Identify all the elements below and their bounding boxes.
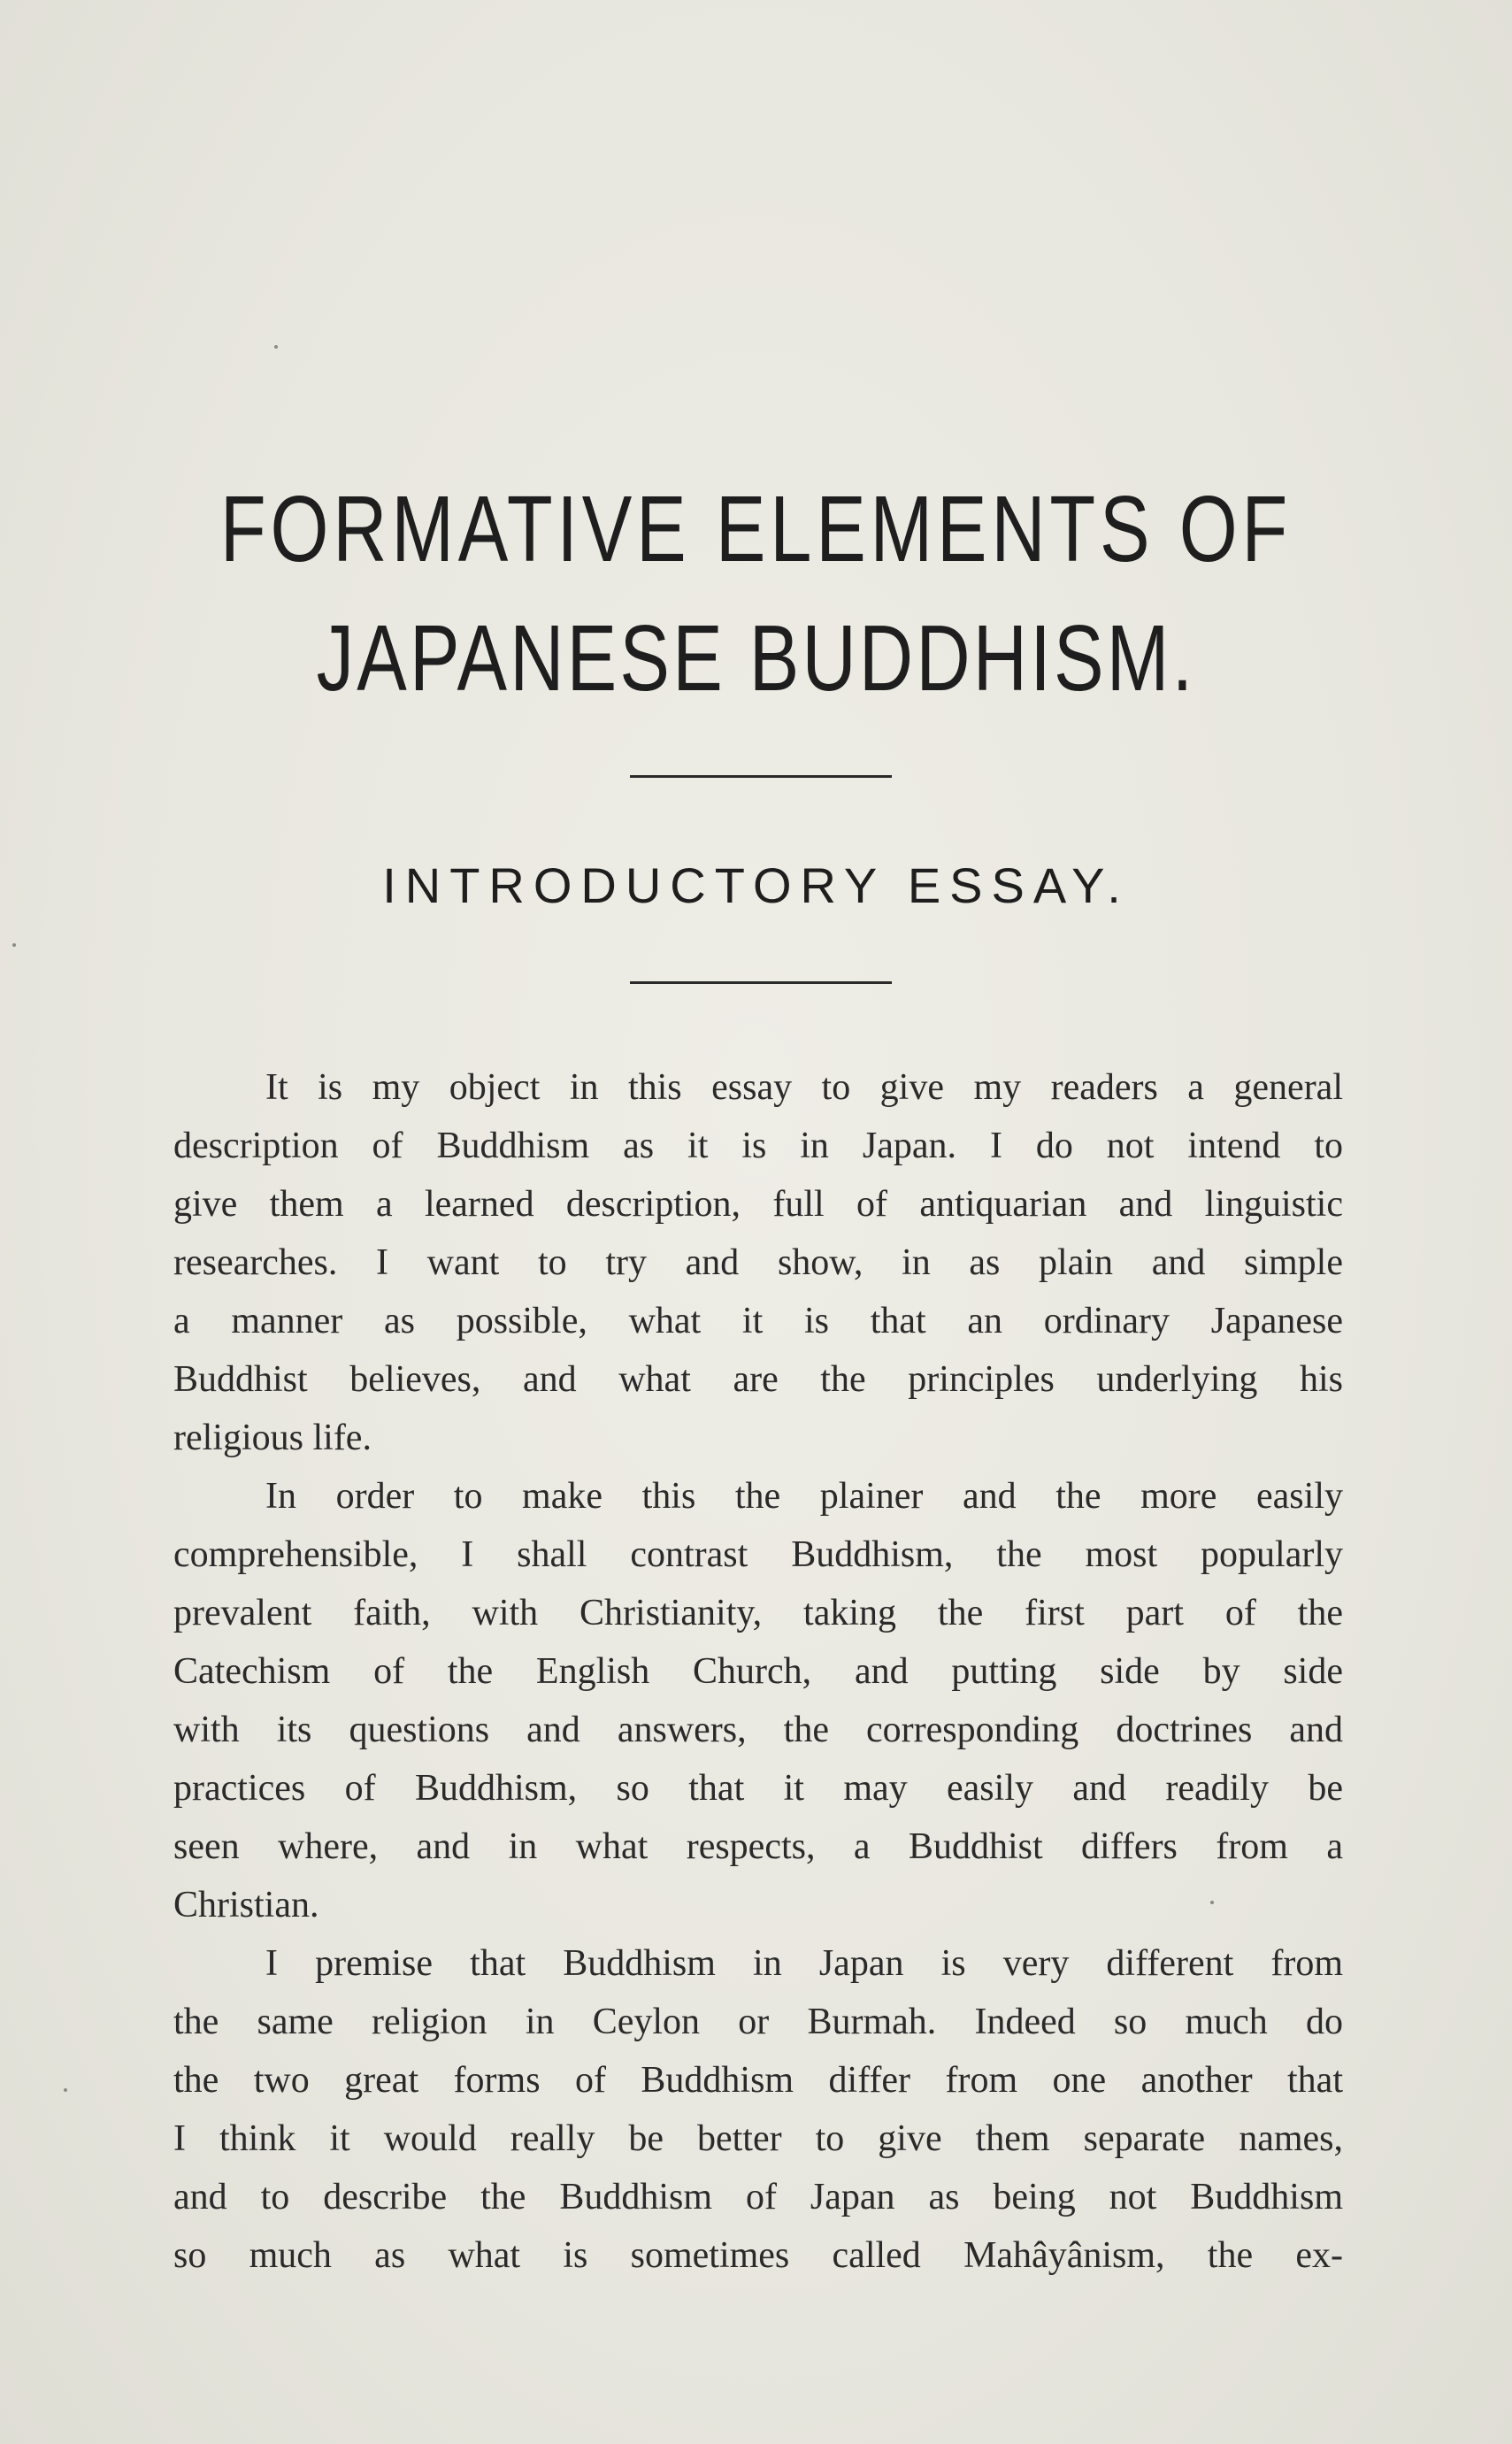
text-line: researches. I want to try and show, in as plain and simple (173, 1242, 1343, 1283)
text-line: description of Buddhism as it is in Japan. I do not intend to (173, 1126, 1343, 1166)
page-title-line-1: FORMATIVE ELEMENTS OF (219, 477, 1293, 581)
paper-speck (12, 943, 16, 947)
text-line: seen where, and in what respects, a Buddhist differs from a (173, 1826, 1343, 1867)
paper-speck (1210, 1901, 1214, 1904)
subtitle-divider-rule (630, 981, 892, 984)
text-line: prevalent faith, with Christianity, taking the first part of the (173, 1593, 1343, 1633)
text-line: comprehensible, I shall contrast Buddhism, the most popularly (173, 1534, 1343, 1575)
text-line: and to describe the Buddhism of Japan as being not Buddhism (173, 2177, 1343, 2217)
text-line: a manner as possible, what it is that an ordinary Japanese (173, 1301, 1343, 1341)
text-line: so much as what is sometimes called Mahâyânism, the ex- (173, 2235, 1343, 2276)
paper-speck (64, 2088, 67, 2092)
text-line: religious life. (173, 1418, 372, 1458)
text-line: Catechism of the English Church, and putting side by side (173, 1651, 1343, 1692)
section-subtitle: INTRODUCTORY ESSAY. (382, 857, 1130, 913)
page-title-line-2: JAPANESE BUDDHISM. (316, 606, 1196, 711)
text-line: give them a learned description, full of antiquarian and linguistic (173, 1184, 1343, 1225)
text-line: the two great forms of Buddhism differ from one another that (173, 2060, 1343, 2101)
text-line: practices of Buddhism, so that it may easily and readily be (173, 1768, 1343, 1809)
text-line: the same religion in Ceylon or Burmah. Indeed so much do (173, 2002, 1343, 2042)
text-line: Christian. (173, 1885, 319, 1925)
text-line: with its questions and answers, the corresponding doctrines and (173, 1710, 1343, 1750)
text-line: It is my object in this essay to give my readers a general (265, 1067, 1343, 1108)
title-divider-rule (630, 775, 892, 778)
text-line: In order to make this the plainer and the more easily (265, 1476, 1343, 1517)
paper-speck (274, 345, 278, 349)
text-line: Buddhist believes, and what are the principles underlying his (173, 1359, 1343, 1400)
text-line: I premise that Buddhism in Japan is very different from (265, 1943, 1343, 1984)
text-line: I think it would really be better to give them separate names, (173, 2118, 1343, 2159)
